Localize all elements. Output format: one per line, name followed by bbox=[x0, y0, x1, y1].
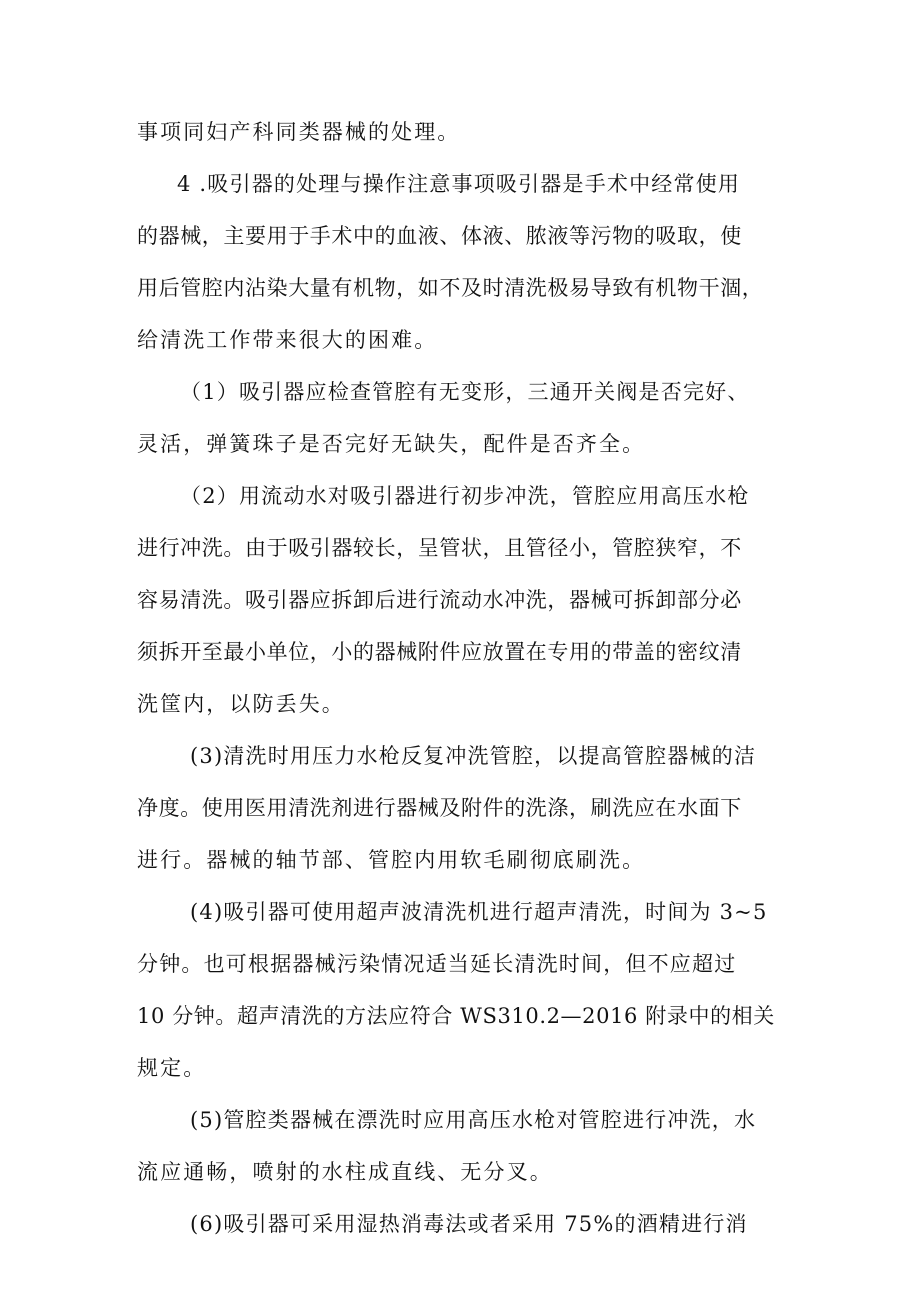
text-line: 用后管腔内沾染大量有机物，如不及时清洗极易导致有机物干涸， bbox=[137, 276, 764, 300]
text-line: 10 分钟。超声清洗的方法应符合 WS310.2—2016 附录中的相关 bbox=[137, 1004, 775, 1028]
text-line: 进行。器械的轴节部、管腔内用软毛刷彻底刷洗。 bbox=[137, 848, 646, 872]
text-line: 给清洗工作带来很大的困难。 bbox=[137, 328, 438, 352]
text-line: 分钟。也可根据器械污染情况适当延长清洗时间，但不应超过 bbox=[137, 952, 737, 976]
text-line: 容易清洗。吸引器应拆卸后进行流动水冲洗，器械可拆卸部分必 bbox=[137, 588, 742, 612]
text-line: (6)吸引器可采用湿热消毒法或者采用 75%的酒精进行消 bbox=[190, 1212, 748, 1236]
text-line: 流应通畅，喷射的水柱成直线、无分叉。 bbox=[137, 1160, 553, 1184]
text-line: 4 .吸引器的处理与操作注意事项吸引器是手术中经常使用 bbox=[177, 172, 741, 196]
text-line: 规定。 bbox=[137, 1056, 207, 1080]
text-line: 洗筐内，以防丢失。 bbox=[137, 692, 345, 716]
text-line: (5)管腔类器械在漂洗时应用高压水枪对管腔进行冲洗，水 bbox=[190, 1108, 757, 1132]
text-line: 的器械，主要用于手术中的血液、体液、脓液等污物的吸取，使 bbox=[137, 224, 742, 248]
text-line: 净度。使用医用清洗剂进行器械及附件的洗涤，刷洗应在水面下 bbox=[137, 796, 742, 820]
text-line: （1）吸引器应检查管腔有无变形，三通开关阀是否完好、 bbox=[180, 380, 750, 404]
text-line: (4)吸引器可使用超声波清洗机进行超声清洗，时间为 3~5 bbox=[190, 900, 768, 924]
text-line: 灵活，弹簧珠子是否完好无缺失，配件是否齐全。 bbox=[137, 432, 646, 456]
text-line: 须拆开至最小单位，小的器械附件应放置在专用的带盖的密纹清 bbox=[137, 640, 742, 664]
text-line: (3)清洗时用压力水枪反复冲洗管腔，以提高管腔器械的洁 bbox=[190, 744, 757, 768]
text-line: 事项同妇产科同类器械的处理。 bbox=[137, 120, 461, 144]
text-line: 进行冲洗。由于吸引器较长，呈管状，且管径小，管腔狭窄，不 bbox=[137, 536, 742, 560]
text-line: （2）用流动水对吸引器进行初步冲洗，管腔应用高压水枪 bbox=[180, 484, 750, 508]
